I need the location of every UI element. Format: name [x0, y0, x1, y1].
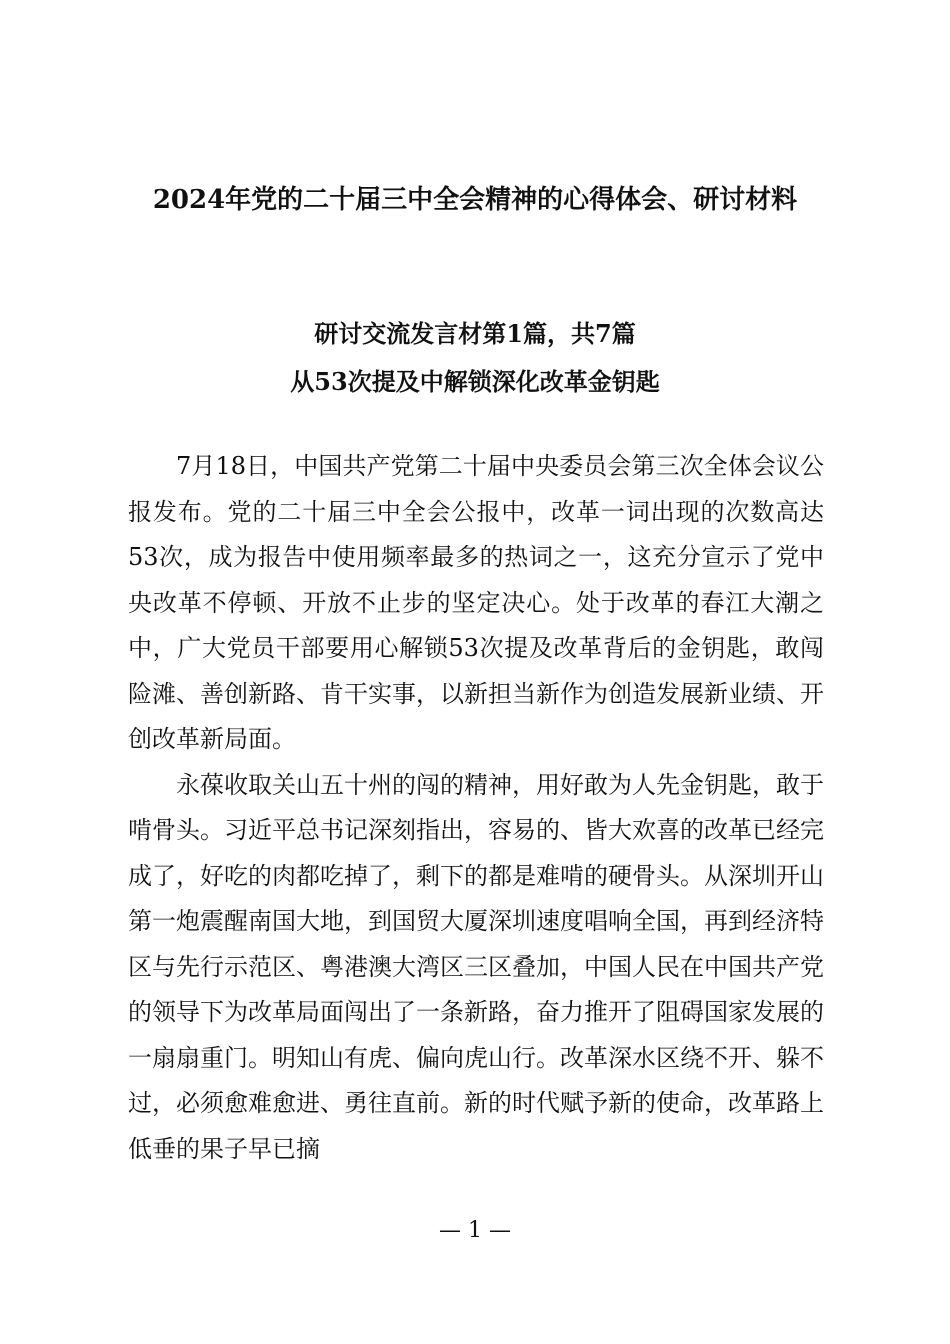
- page-number: — 1 —: [439, 1218, 511, 1243]
- subtitle-series: 研讨交流发言材第1篇，共7篇: [314, 319, 636, 348]
- subtitle-block: [0, 310, 950, 406]
- document-title: 2024年党的二十届三中全会精神的心得体会、研讨材料: [152, 185, 798, 215]
- subtitle-heading: 从53次提及中解锁深化改革金钥匙: [290, 367, 660, 396]
- paragraph-2: 永葆收取关山五十州的闯的精神，用好敢为人先金钥匙，敢于啃骨头。习近平总书记深刻指出，容易的、皆大欢喜的改革已经完成了，好吃的肉都吃掉了，剩下的都是难啃的硬骨头。从深圳开山第一炮震醒南国大地，到国贸大厦深圳速度唱响全国，再到经济特区与先行示范区、粤港澳大湾区三区叠加，中国人民在中国共产党的领导下为改革局面闯出了一条新路，奋力推开了阻碍国家发展的一扇扇重门。明知山有虎、偏向虎山行。改革深水区绕不开、躲不过，必须愈难愈进、勇往直前。新的时代赋予新的使命，改革路上低垂的果子早已摘: [128, 770, 824, 1163]
- body-text: [128, 444, 824, 1172]
- paragraph-1: 7月18日，中国共产党第二十届中央委员会第三次全体会议公报发布。党的二十届三中全会公报中，改革一词出现的次数高达53次，成为报告中使用频率最多的热词之一，这充分宣示了党中央改革不停顿、开放不止步的坚定决心。处于改革的春江大潮之中，广大党员干部要用心解锁53次提及改革背后的金钥匙，敢闯险滩、善创新路、肯干实事，以新担当新作为创造发展新业绩、开创改革新局面。: [128, 452, 824, 753]
